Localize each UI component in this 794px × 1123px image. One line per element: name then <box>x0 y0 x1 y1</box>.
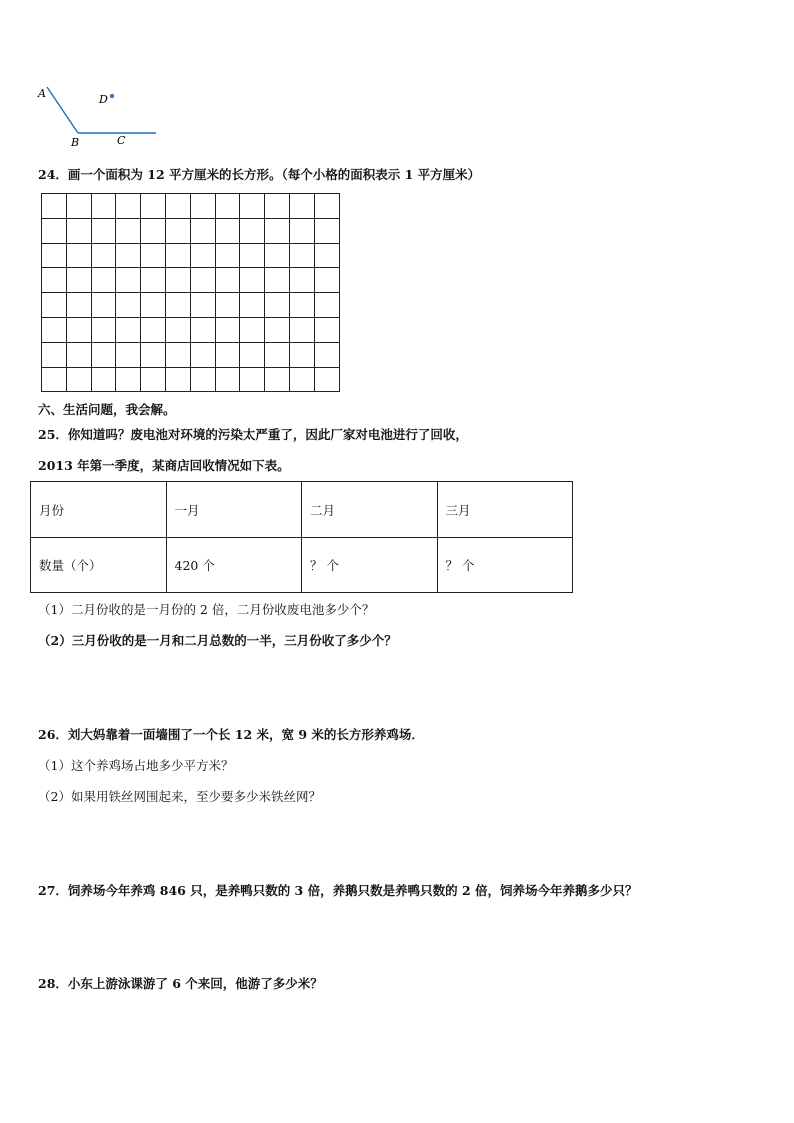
question-26-sub2: （2）如果用铁丝网围起来，至少要多少米铁丝网？ <box>38 789 321 804</box>
grid-cell[interactable] <box>289 194 314 219</box>
grid-cell[interactable] <box>289 367 314 392</box>
question-25-sub1: （1）二月份收的是一月份的 2 倍，二月份收废电池多少个？ <box>38 602 375 617</box>
grid-cell[interactable] <box>265 317 290 342</box>
grid-cell[interactable] <box>240 243 265 268</box>
grid-cell[interactable] <box>165 367 190 392</box>
grid-cell[interactable] <box>141 194 166 219</box>
grid-row <box>42 194 340 219</box>
grid-cell[interactable] <box>190 317 215 342</box>
grid-cell[interactable] <box>190 218 215 243</box>
grid-cell[interactable] <box>314 317 339 342</box>
grid-cell[interactable] <box>215 367 240 392</box>
grid-cell[interactable] <box>265 342 290 367</box>
grid-cell[interactable] <box>314 218 339 243</box>
grid-cell[interactable] <box>116 367 141 392</box>
table-cell: 一月 <box>166 482 302 538</box>
grid-cell[interactable] <box>240 194 265 219</box>
grid-cell[interactable] <box>116 342 141 367</box>
grid-cell[interactable] <box>314 367 339 392</box>
grid-cell[interactable] <box>66 194 91 219</box>
grid-cell[interactable] <box>215 293 240 318</box>
grid-cell[interactable] <box>66 342 91 367</box>
question-24: 24．画一个面积为 12 平方厘米的长方形。（每个小格的面积表示 1 平方厘米） <box>38 167 481 182</box>
grid-cell[interactable] <box>190 243 215 268</box>
grid-cell[interactable] <box>116 194 141 219</box>
grid-cell[interactable] <box>314 243 339 268</box>
grid-cell[interactable] <box>240 367 265 392</box>
grid-cell[interactable] <box>42 342 67 367</box>
grid-cell[interactable] <box>66 317 91 342</box>
grid-cell[interactable] <box>289 293 314 318</box>
question-25-line1: 25．你知道吗？废电池对环境的污染太严重了，因此厂家对电池进行了回收， <box>38 427 468 442</box>
grid-cell[interactable] <box>314 293 339 318</box>
grid-cell[interactable] <box>165 194 190 219</box>
recycling-table <box>30 481 573 593</box>
table-cell: 二月 <box>302 482 438 538</box>
grid-cell[interactable] <box>289 268 314 293</box>
grid-cell[interactable] <box>66 268 91 293</box>
grid-cell[interactable] <box>91 194 116 219</box>
table-cell: ？ 个 <box>437 538 573 593</box>
drawing-grid[interactable] <box>41 193 340 392</box>
grid-cell[interactable] <box>66 243 91 268</box>
label-c: C <box>117 134 126 147</box>
grid-cell[interactable] <box>265 243 290 268</box>
grid-cell[interactable] <box>116 293 141 318</box>
grid-cell[interactable] <box>116 218 141 243</box>
grid-cell[interactable] <box>141 293 166 318</box>
grid-cell[interactable] <box>215 194 240 219</box>
grid-cell[interactable] <box>141 268 166 293</box>
grid-row <box>42 317 340 342</box>
label-a: A <box>38 87 46 100</box>
grid-row <box>42 293 340 318</box>
section-6-title: 六、生活问题，我会解。 <box>38 402 176 417</box>
grid-cell[interactable] <box>165 218 190 243</box>
grid-cell[interactable] <box>265 218 290 243</box>
grid-cell[interactable] <box>91 317 116 342</box>
table-header-row <box>31 482 573 538</box>
grid-cell[interactable] <box>215 218 240 243</box>
grid-cell[interactable] <box>165 317 190 342</box>
grid-cell[interactable] <box>66 293 91 318</box>
grid-cell[interactable] <box>190 342 215 367</box>
grid-cell[interactable] <box>215 268 240 293</box>
grid-cell[interactable] <box>215 342 240 367</box>
table-row <box>31 538 573 593</box>
grid-cell[interactable] <box>265 194 290 219</box>
grid-cell[interactable] <box>42 243 67 268</box>
grid-cell[interactable] <box>116 268 141 293</box>
grid-cell[interactable] <box>116 317 141 342</box>
grid-cell[interactable] <box>91 342 116 367</box>
question-25-line2: 2013 年第一季度，某商店回收情况如下表。 <box>38 458 290 473</box>
grid-cell[interactable] <box>240 268 265 293</box>
grid-cell[interactable] <box>42 317 67 342</box>
grid-cell[interactable] <box>289 218 314 243</box>
grid-cell[interactable] <box>42 293 67 318</box>
grid-cell[interactable] <box>240 317 265 342</box>
angle-figure <box>30 78 170 150</box>
question-26: 26．刘大妈靠着一面墙围了一个长 12 米，宽 9 米的长方形养鸡场． <box>38 727 424 742</box>
grid-cell[interactable] <box>116 243 141 268</box>
grid-cell[interactable] <box>141 367 166 392</box>
grid-cell[interactable] <box>141 317 166 342</box>
grid-cell[interactable] <box>66 367 91 392</box>
grid-cell[interactable] <box>240 342 265 367</box>
grid-cell[interactable] <box>42 367 67 392</box>
grid-cell[interactable] <box>165 293 190 318</box>
grid-cell[interactable] <box>66 218 91 243</box>
grid-cell[interactable] <box>165 342 190 367</box>
grid-cell[interactable] <box>314 342 339 367</box>
grid-cell[interactable] <box>42 268 67 293</box>
grid-cell[interactable] <box>314 194 339 219</box>
grid-cell[interactable] <box>141 342 166 367</box>
grid-cell[interactable] <box>289 317 314 342</box>
table-cell: 三月 <box>437 482 573 538</box>
grid-cell[interactable] <box>42 218 67 243</box>
grid-row <box>42 268 340 293</box>
grid-cell[interactable] <box>190 268 215 293</box>
grid-cell[interactable] <box>190 194 215 219</box>
grid-row <box>42 367 340 392</box>
grid-cell[interactable] <box>190 293 215 318</box>
grid-cell[interactable] <box>190 367 215 392</box>
grid-cell[interactable] <box>165 243 190 268</box>
grid-cell[interactable] <box>215 317 240 342</box>
grid-cell[interactable] <box>289 342 314 367</box>
label-d: D <box>99 93 108 106</box>
grid-row <box>42 342 340 367</box>
question-28: 28．小东上游泳课游了 6 个来回，他游了多少米？ <box>38 976 323 991</box>
grid-cell[interactable] <box>314 268 339 293</box>
question-25-sub2: （2）三月份收的是一月和二月总数的一半，三月份收了多少个？ <box>38 633 397 648</box>
table-cell: 420 个 <box>166 538 302 593</box>
table-cell: 数量（个） <box>31 538 167 593</box>
question-27: 27．饲养场今年养鸡 846 只，是养鸭只数的 3 倍，养鹅只数是养鸭只数的 2 倍，饲养场今年养鹅多少只？ <box>38 883 638 898</box>
grid-cell[interactable] <box>42 194 67 219</box>
table-cell: 月份 <box>31 482 167 538</box>
grid-cell[interactable] <box>141 218 166 243</box>
table-cell: ？ 个 <box>302 538 438 593</box>
grid-cell[interactable] <box>91 268 116 293</box>
label-b: B <box>71 136 80 149</box>
grid-cell[interactable] <box>289 243 314 268</box>
grid-cell[interactable] <box>240 293 265 318</box>
grid-cell[interactable] <box>265 367 290 392</box>
grid-cell[interactable] <box>91 293 116 318</box>
grid-cell[interactable] <box>91 218 116 243</box>
point-d <box>110 94 114 98</box>
grid-cell[interactable] <box>91 367 116 392</box>
grid-row <box>42 218 340 243</box>
grid-row <box>42 243 340 268</box>
grid-cell[interactable] <box>141 243 166 268</box>
ray-ba <box>47 87 78 133</box>
grid-cell[interactable] <box>240 218 265 243</box>
grid-cell[interactable] <box>165 268 190 293</box>
question-26-sub1: （1）这个养鸡场占地多少平方米？ <box>38 758 234 773</box>
grid-cell[interactable] <box>91 243 116 268</box>
grid-cell[interactable] <box>215 243 240 268</box>
grid-cell[interactable] <box>265 293 290 318</box>
grid-cell[interactable] <box>265 268 290 293</box>
